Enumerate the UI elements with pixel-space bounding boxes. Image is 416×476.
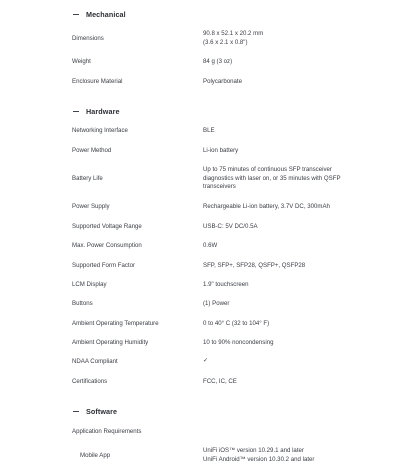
collapse-icon[interactable]	[73, 14, 79, 15]
spec-label: Networking Interface	[72, 127, 128, 134]
spec-value-line: UniFi Android™ version 10.30.2 and later	[203, 455, 315, 463]
spec-value	[203, 166, 341, 192]
spec-value-line: transceivers	[203, 183, 236, 191]
spec-value: FCC, IC, CE	[203, 378, 237, 385]
spec-value-line: 90.8 x 52.1 x 20.2 mm	[203, 30, 264, 37]
spec-value-line: Up to 75 minutes of continuous SFP transceiver	[203, 166, 332, 173]
section-header-hardware[interactable]	[73, 104, 120, 118]
section-header-software[interactable]	[73, 404, 117, 418]
section-title: Hardware	[86, 106, 120, 116]
spec-label: Ambient Operating Temperature	[72, 320, 159, 327]
collapse-icon[interactable]	[73, 411, 79, 412]
spec-value: (1) Power	[203, 300, 230, 307]
spec-value-line: diagnostics with laser on, or 35 minutes with QSFP	[203, 174, 341, 182]
spec-label: Supported Form Factor	[72, 262, 135, 269]
spec-label: Enclosure Material	[72, 78, 123, 85]
spec-value: Polycarbonate	[203, 78, 242, 85]
spec-label: Certifications	[72, 378, 108, 385]
spec-label: LCM Display	[72, 281, 107, 288]
section-title: Software	[86, 406, 118, 416]
spec-value: USB-C: 5V DC/0.5A	[203, 223, 258, 230]
spec-label: Dimensions	[72, 35, 104, 42]
spec-value: Li-ion battery	[203, 147, 239, 154]
spec-value: 0 to 40° C (32 to 104° F)	[203, 320, 270, 327]
spec-label: Mobile App	[80, 452, 111, 459]
spec-value: 1.9" touchscreen	[203, 281, 249, 288]
spec-label: Power Supply	[72, 203, 110, 210]
spec-value: BLE	[203, 127, 215, 134]
spec-label: NDAA Compliant	[72, 358, 118, 365]
section-header-mechanical[interactable]	[73, 7, 126, 21]
spec-value	[203, 447, 314, 464]
spec-label: Ambient Operating Humidity	[72, 339, 149, 346]
spec-label: Buttons	[72, 300, 93, 307]
spec-value: 84 g (3 oz)	[203, 58, 233, 65]
spec-value: 10 to 90% noncondensing	[203, 339, 274, 346]
spec-label: Weight	[72, 58, 91, 65]
spec-value: SFP, SFP+, SFP28, QSFP+, QSFP28	[203, 262, 306, 269]
spec-value	[203, 30, 263, 47]
section-title: Mechanical	[86, 9, 126, 19]
spec-label: Supported Voltage Range	[72, 223, 142, 230]
spec-value-line: (3.6 x 2.1 x 0.8")	[203, 38, 248, 46]
spec-label: Max. Power Consumption	[72, 242, 142, 249]
collapse-icon[interactable]	[73, 111, 79, 112]
spec-label: Application Requirements	[72, 428, 142, 435]
spec-label: Battery Life	[72, 175, 103, 182]
checkmark-icon: ✓	[203, 357, 209, 364]
spec-value: 0.6W	[203, 242, 218, 249]
spec-label: Power Method	[72, 147, 112, 154]
spec-value: Rechargeable Li-ion battery, 3.7V DC, 300mAh	[203, 203, 330, 210]
spec-value-line: UniFi iOS™ version 10.29.1 and later	[203, 447, 304, 454]
